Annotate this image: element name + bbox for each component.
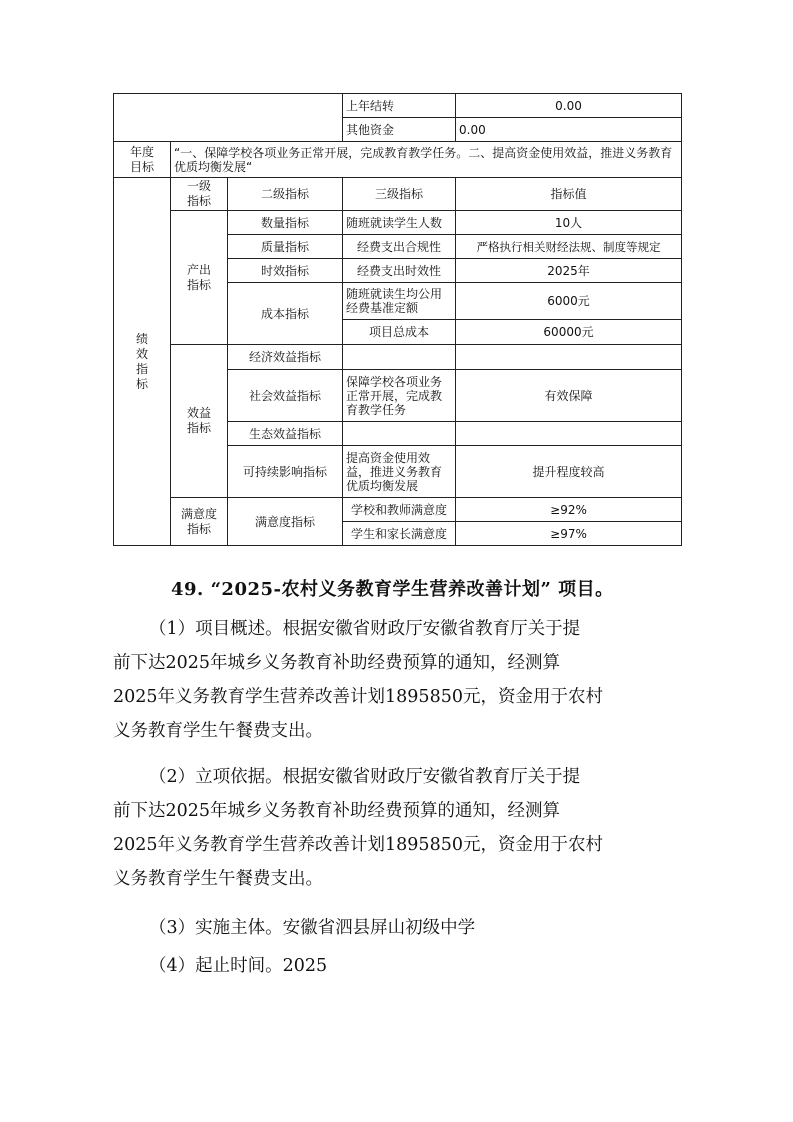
table-row (114, 211, 682, 235)
level3-cell: 随班就读学生人数 (343, 211, 456, 235)
fund-blank-cell (114, 94, 343, 142)
satisfaction-indicator-label: 满意度指标 (171, 498, 228, 546)
level3-cell: 提高资金使用效益，推进义务教育优质均衡发展 (343, 446, 456, 498)
performance-table (113, 93, 682, 546)
value-cell: 6000元 (456, 283, 682, 320)
value-cell: 严格执行相关财经法规、制度等规定 (456, 235, 682, 259)
paragraph-line: 前下达2025年城乡义务教育补助经费预算的通知，经测算 (113, 801, 561, 821)
level3-cell: 学生和家长满意度 (343, 522, 456, 546)
fund-label: 其他资金 (343, 118, 456, 142)
level3-cell (343, 422, 456, 446)
level3-cell: 随班就读生均公用经费基准定额 (343, 283, 456, 320)
header-row (114, 178, 682, 211)
level3-cell (343, 345, 456, 370)
level2-cell: 数量指标 (228, 211, 343, 235)
fund-label: 上年结转 (343, 94, 456, 118)
paragraph-line: 义务教育学生午餐费支出。 (113, 869, 323, 889)
paragraph-basis (113, 760, 683, 896)
level3-cell: 经费支出时效性 (343, 259, 456, 283)
fund-value: 0.00 (456, 94, 682, 118)
section-heading: 49. “2025-农村义务教育学生营养改善计划” 项目。 (171, 579, 614, 600)
level2-cell: 经济效益指标 (228, 345, 343, 370)
level3-cell: 经费支出合规性 (343, 235, 456, 259)
level2-cell: 社会效益指标 (228, 370, 343, 422)
value-cell: 2025年 (456, 259, 682, 283)
value-cell: 10人 (456, 211, 682, 235)
level3-cell: 学校和教师满意度 (343, 498, 456, 522)
level3-header: 三级指标 (343, 178, 456, 211)
level2-header: 二级指标 (228, 178, 343, 211)
paragraph-line: 前下达2025年城乡义务教育补助经费预算的通知，经测算 (113, 653, 561, 673)
level2-cell: 时效指标 (228, 259, 343, 283)
paragraph-line: 2025年义务教育学生营养改善计划1895850元，资金用于农村 (113, 835, 603, 855)
level3-cell: 项目总成本 (343, 320, 456, 345)
value-cell: 60000元 (456, 320, 682, 345)
level2-cell: 成本指标 (228, 283, 343, 345)
annual-goal-text: “一、保障学校各项业务正常开展，完成教育教学任务。二、提高资金使用效益，推进义务教育优质均衡发展“ (171, 142, 682, 178)
level2-cell: 满意度指标 (228, 498, 343, 546)
paragraph-period: （4）起止时间。2025 (149, 956, 328, 976)
paragraph-line: 2025年义务教育学生营养改善计划1895850元，资金用于农村 (113, 687, 603, 707)
fund-row (114, 94, 682, 118)
level2-cell: 质量指标 (228, 235, 343, 259)
value-cell: ≥97% (456, 522, 682, 546)
paragraph-overview (113, 612, 683, 748)
level2-cell: 生态效益指标 (228, 422, 343, 446)
table-row (114, 498, 682, 522)
level3-cell: 保障学校各项业务正常开展，完成教育教学任务 (343, 370, 456, 422)
paragraph-implementer: （3）实施主体。安徽省泗县屏山初级中学 (149, 918, 476, 938)
level2-cell: 可持续影响指标 (228, 446, 343, 498)
paragraph-line: 义务教育学生午餐费支出。 (113, 721, 323, 741)
annual-goal-label: 年度目标 (114, 142, 171, 178)
paragraph-line: （2）立项依据。根据安徽省财政厅安徽省教育厅关于提 (149, 767, 581, 787)
value-cell (456, 422, 682, 446)
output-indicator-label: 产出指标 (171, 211, 228, 345)
fund-value: 0.00 (456, 118, 682, 142)
value-cell (456, 345, 682, 370)
value-cell: ≥92% (456, 498, 682, 522)
perf-indicator-label: 绩效指标 (114, 178, 171, 546)
value-header: 指标值 (456, 178, 682, 211)
benefit-indicator-label: 效益指标 (171, 345, 228, 498)
annual-goal-row (114, 142, 682, 178)
value-cell: 有效保障 (456, 370, 682, 422)
paragraph-line: （1）项目概述。根据安徽省财政厅安徽省教育厅关于提 (149, 619, 581, 639)
value-cell: 提升程度较高 (456, 446, 682, 498)
level1-header: 一级指标 (171, 178, 228, 211)
table-row (114, 345, 682, 370)
